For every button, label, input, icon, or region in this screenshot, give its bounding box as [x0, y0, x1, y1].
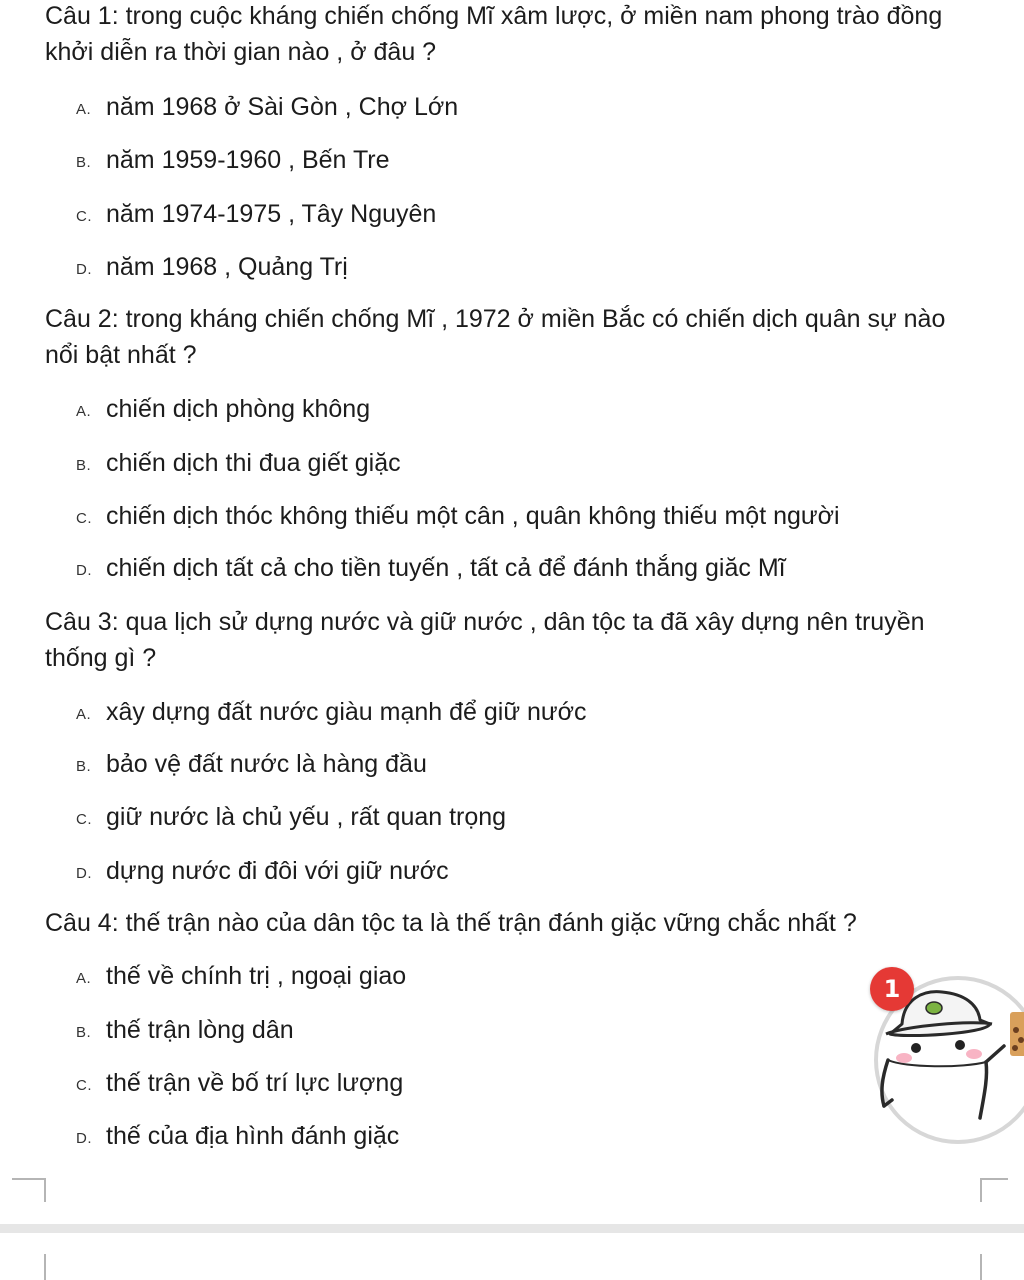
- question-2-text: Câu 2: trong kháng chiến chống Mĩ , 1972 ở miền Bắc có chiến dịch quân sự nào nổi bật nhất ?: [45, 305, 946, 369]
- page-margin-mark: [980, 1254, 982, 1280]
- question-4-option-b[interactable]: [76, 1015, 294, 1048]
- option-text: năm 1974-1975 , Tây Nguyên: [106, 200, 437, 228]
- option-text: thế về chính trị , ngoại giao: [106, 962, 407, 990]
- option-letter: C.: [76, 811, 92, 828]
- question-2-option-a[interactable]: [76, 394, 370, 427]
- option-letter: D.: [76, 1130, 92, 1147]
- question-3-text: Câu 3: qua lịch sử dựng nước và giữ nước , dân tộc ta đã xây dựng nên truyền thống gì ?: [45, 608, 925, 672]
- page-corner-mark: [980, 1178, 1008, 1202]
- question-4-text: Câu 4: thế trận nào của dân tộc ta là thế trận đánh giặc vững chắc nhất ?: [45, 909, 857, 937]
- question-3-option-a[interactable]: [76, 697, 587, 730]
- option-text: thế trận về bố trí lực lượng: [106, 1069, 404, 1097]
- question-2-option-d[interactable]: [76, 553, 786, 586]
- option-letter: A.: [76, 403, 92, 420]
- option-letter: D.: [76, 562, 92, 579]
- question-3-option-b[interactable]: [76, 749, 427, 782]
- question-4-option-d[interactable]: [76, 1121, 399, 1154]
- question-1-text: Câu 1: trong cuộc kháng chiến chống Mĩ xâm lược, ở miền nam phong trào đồng khởi diễn ra thời gian nào , ở đâu ?: [45, 2, 943, 66]
- question-1-option-c[interactable]: [76, 199, 436, 232]
- question-3-option-d[interactable]: [76, 856, 449, 889]
- option-letter: C.: [76, 1077, 92, 1094]
- option-text: năm 1968 , Quảng Trị: [106, 253, 348, 281]
- option-letter: D.: [76, 261, 92, 278]
- question-1-option-d[interactable]: [76, 252, 348, 285]
- option-letter: C.: [76, 208, 92, 225]
- question-4-option-a[interactable]: [76, 961, 406, 994]
- option-text: chiến dịch phòng không: [106, 395, 371, 423]
- page-separator: [0, 1224, 1024, 1233]
- option-text: năm 1968 ở Sài Gòn , Chợ Lớn: [106, 93, 459, 121]
- option-letter: B.: [76, 1024, 92, 1041]
- option-letter: B.: [76, 154, 92, 171]
- question-2-option-b[interactable]: [76, 448, 401, 481]
- question-1-option-a[interactable]: [76, 92, 458, 125]
- option-text: bảo vệ đất nước là hàng đầu: [106, 750, 427, 778]
- question-3-option-c[interactable]: [76, 802, 506, 835]
- option-text: dựng nước đi đôi với giữ nước: [106, 857, 449, 885]
- option-text: chiến dịch tất cả cho tiền tuyến , tất cả để đánh thắng giăc Mĩ: [106, 554, 786, 582]
- page-corner-mark: [12, 1178, 46, 1202]
- option-letter: D.: [76, 865, 92, 882]
- option-text: giữ nước là chủ yếu , rất quan trọng: [106, 803, 507, 831]
- option-letter: A.: [76, 970, 92, 987]
- option-text: thế trận lòng dân: [106, 1016, 294, 1044]
- notification-badge[interactable]: 1: [870, 967, 914, 1011]
- option-letter: B.: [76, 758, 92, 775]
- option-text: năm 1959-1960 , Bến Tre: [106, 146, 390, 174]
- option-text: chiến dịch thóc không thiếu một cân , quân không thiếu một người: [106, 502, 840, 530]
- option-letter: C.: [76, 510, 92, 527]
- option-letter: A.: [76, 706, 92, 723]
- option-text: thế của địa hình đánh giặc: [106, 1122, 400, 1150]
- question-2-option-c[interactable]: [76, 501, 840, 534]
- question-1-option-b[interactable]: [76, 145, 390, 178]
- option-text: chiến dịch thi đua giết giặc: [106, 449, 401, 477]
- option-text: xây dựng đất nước giàu mạnh để giữ nước: [106, 698, 587, 726]
- page-margin-mark: [44, 1254, 46, 1280]
- option-letter: A.: [76, 101, 92, 118]
- question-4-option-c[interactable]: [76, 1068, 403, 1101]
- option-letter: B.: [76, 457, 92, 474]
